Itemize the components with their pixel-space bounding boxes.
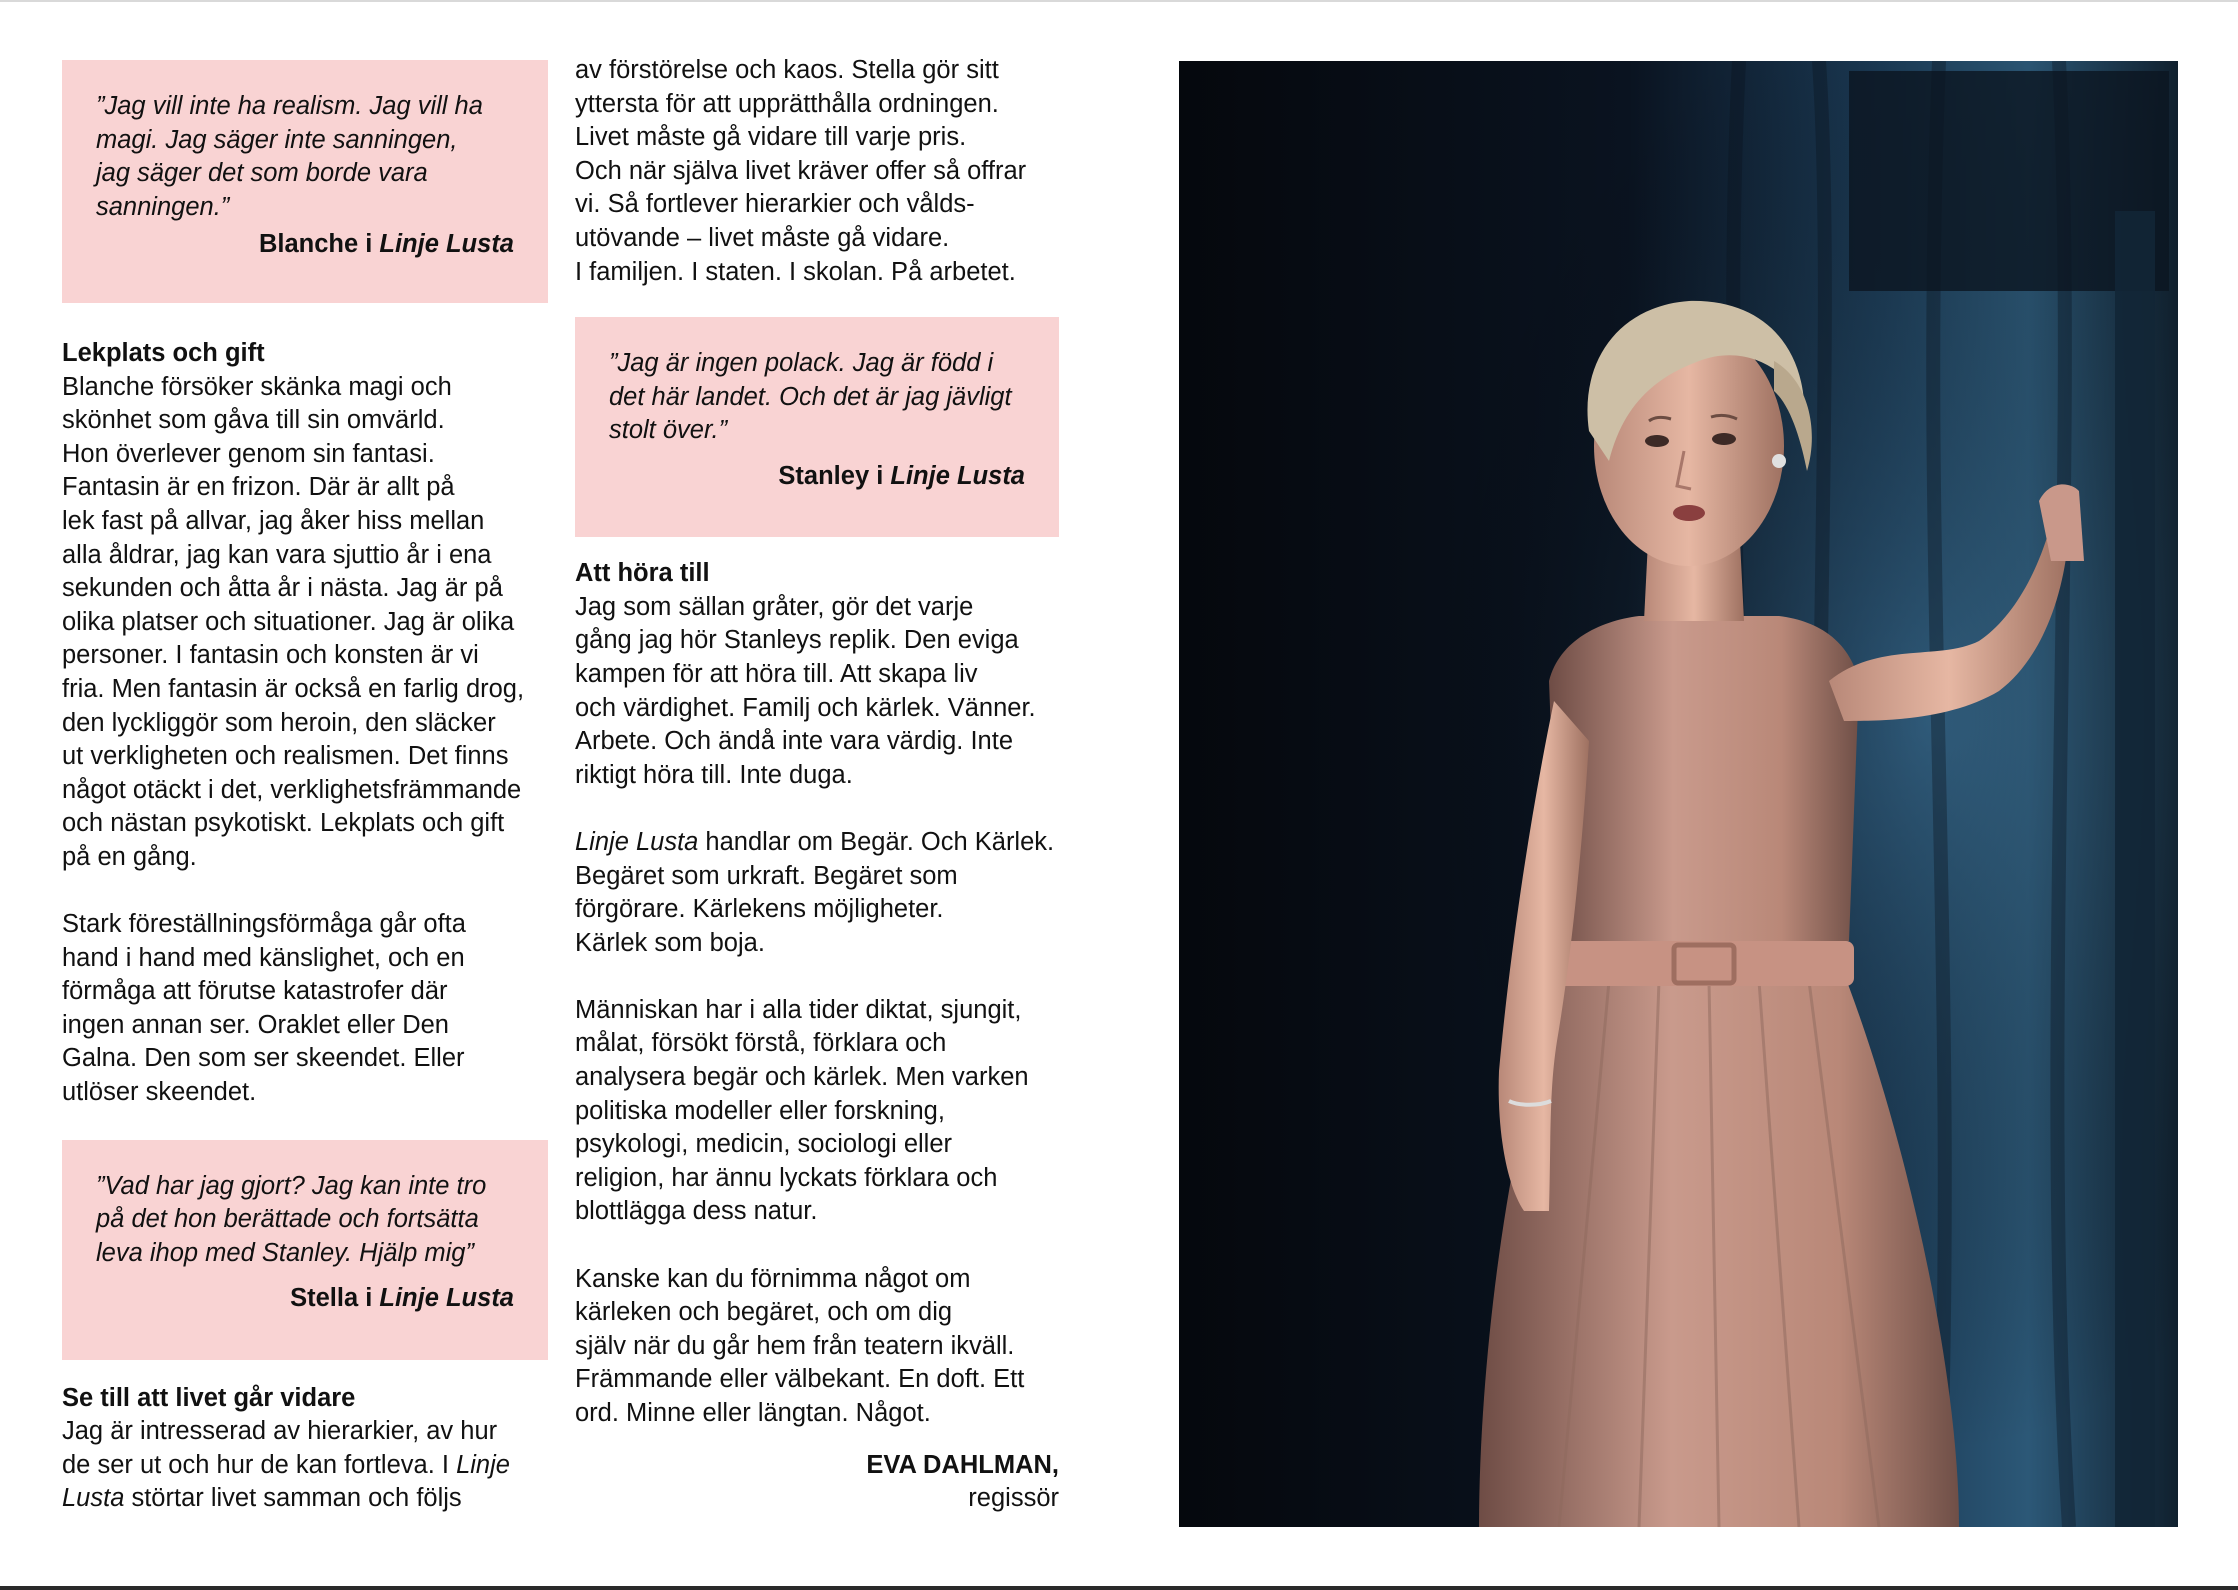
text-line: och värdighet. Familj och kärlek. Vänner.	[575, 693, 1036, 722]
quote-text	[96, 1170, 514, 1271]
text-line: Galna. Den som ser skeendet. Eller	[62, 1044, 465, 1073]
text-line: olika platser och situationer. Jag är olika	[62, 607, 515, 636]
text-line: förgörare. Kärlekens möjligheter.	[575, 895, 944, 924]
play-title: Linje Lusta	[379, 230, 514, 259]
quote-attribution	[96, 1282, 514, 1316]
quote-line: jag säger det som borde vara	[96, 159, 428, 188]
text-line: kärleken och begäret, och om dig	[575, 1298, 953, 1327]
text-line: och nästan psykotiskt. Lekplats och gift	[62, 809, 505, 838]
text-line: av förstörelse och kaos. Stella gör sitt	[575, 56, 999, 84]
quote-line: leva ihop med Stanley. Hjälp mig”	[96, 1238, 474, 1267]
paragraph-imagination	[62, 908, 548, 1110]
play-title: Lusta	[62, 1484, 125, 1513]
text-span: de ser ut och hur de kan fortleva. I	[62, 1450, 457, 1479]
text-line	[62, 1449, 548, 1483]
text-line: Kärlek som boja.	[575, 928, 765, 957]
text-line: skönhet som gåva till sin omvärld.	[62, 406, 445, 435]
text-line: Blanche försöker skänka magi och	[62, 372, 452, 401]
quote-speaker: Stella i	[290, 1284, 380, 1313]
text-line: personer. I fantasin och konsten är vi	[62, 641, 479, 670]
quote-line: stolt över.”	[609, 416, 728, 445]
paragraph-fantasy	[62, 371, 548, 875]
text-line: på en gång.	[62, 842, 197, 871]
text-line: Jag är intresserad av hierarkier, av hur	[62, 1417, 498, 1446]
quote-line: ”Vad har jag gjort? Jag kan inte tro	[96, 1171, 487, 1200]
text-line: kampen för att höra till. Att skapa liv	[575, 659, 978, 688]
text-column-middle	[575, 54, 1075, 1516]
text-line: Stark föreställningsförmåga går ofta	[62, 910, 466, 939]
text-line: ut verkligheten och realismen. Det finns	[62, 742, 509, 771]
text-line: Fantasin är en frizon. Där är allt på	[62, 473, 455, 502]
quote-text	[609, 347, 1025, 448]
play-title: Linje Lusta	[575, 827, 699, 856]
author-signature	[575, 1449, 1059, 1516]
text-line: lek fast på allvar, jag åker hiss mellan	[62, 506, 485, 535]
section-heading-lekplats: Lekplats och gift	[62, 339, 265, 367]
text-line: alla åldrar, jag kan vara sjuttio år i ena	[62, 540, 492, 569]
text-line: Jag som sällan gråter, gör det varje	[575, 592, 974, 621]
quote-attribution	[96, 228, 514, 262]
text-line: själv när du går hem från teatern ikväll.	[575, 1331, 1015, 1360]
text-span: handlar om Begär. Och Kärlek.	[698, 827, 1055, 856]
text-line: Arbete. Och ändå inte vara värdig. Inte	[575, 727, 1014, 756]
text-line: gång jag hör Stanleys replik. Den eviga	[575, 626, 1019, 655]
text-line: Kanske kan du förnimma något om	[575, 1264, 971, 1293]
paragraph-humanity	[575, 994, 1075, 1229]
author-role: regissör	[968, 1484, 1059, 1513]
paragraph-belonging	[575, 591, 1075, 793]
quote-box-stanley	[575, 317, 1059, 537]
quote-line: magi. Jag säger inte sanningen,	[96, 125, 458, 154]
text-line	[575, 826, 1075, 860]
text-line: politiska modeller eller forskning,	[575, 1096, 945, 1125]
quote-line: ”Jag är ingen polack. Jag är född i	[609, 349, 994, 378]
play-title: Linje Lusta	[379, 1284, 514, 1313]
actress-in-pink-dress-photo	[1179, 61, 2178, 1527]
text-line: hand i hand med känslighet, och en	[62, 943, 465, 972]
text-line: Livet måste gå vidare till varje pris.	[575, 123, 967, 152]
quote-box-blanche	[62, 60, 548, 303]
stage-photo-illustration	[1179, 61, 2178, 1527]
paragraph-perhaps	[575, 1263, 1075, 1431]
text-line: den lyckliggör som heroin, den släcker	[62, 708, 496, 737]
quote-box-stella	[62, 1140, 548, 1360]
text-line: vi. Så fortlever hierarkier och vålds-	[575, 190, 975, 219]
text-line: analysera begär och kärlek. Men varken	[575, 1063, 1029, 1092]
text-line: Människan har i alla tider diktat, sjungit,	[575, 995, 1022, 1024]
text-line: Och när själva livet kräver offer så offrar	[575, 156, 1027, 185]
quote-line: på det hon berättade och fortsätta	[96, 1205, 479, 1234]
text-line	[62, 1482, 548, 1516]
text-line: riktigt höra till. Inte duga.	[575, 760, 853, 789]
text-line: Begäret som urkraft. Begäret som	[575, 861, 958, 890]
text-line: I familjen. I staten. I skolan. På arbetet.	[575, 257, 1016, 286]
text-line: förmåga att förutse katastrofer där	[62, 977, 448, 1006]
page-top-border	[0, 0, 2238, 2]
quote-speaker: Blanche i	[258, 230, 380, 259]
paragraph-continuation	[575, 54, 1075, 289]
section-heading-hora-till: Att höra till	[575, 559, 710, 588]
text-line: utlöser skeendet.	[62, 1078, 257, 1107]
quote-speaker: Stanley i	[778, 461, 891, 490]
play-title: Linje	[456, 1450, 510, 1479]
quote-line: det här landet. Och det är jag jävligt	[609, 382, 1012, 411]
text-line: Främmande eller välbekant. En doft. Ett	[575, 1365, 1025, 1394]
text-column-left	[62, 60, 548, 1516]
paragraph-desire	[575, 826, 1075, 960]
text-line: yttersta för att upprätthålla ordningen.	[575, 89, 999, 118]
text-line: något otäckt i det, verklighetsfrämmande	[62, 775, 522, 804]
text-line: blottlägga dess natur.	[575, 1197, 818, 1226]
author-name: EVA DAHLMAN,	[866, 1450, 1059, 1479]
text-line: utövande – livet måste gå vidare.	[575, 223, 950, 252]
text-line: sekunden och åtta år i nästa. Jag är på	[62, 574, 503, 603]
quote-line: sanningen.”	[96, 192, 230, 221]
section-heading-livet: Se till att livet går vidare	[62, 1383, 356, 1412]
quote-text	[96, 90, 514, 224]
text-span: störtar livet samman och följs	[124, 1484, 462, 1513]
text-line: fria. Men fantasin är också en farlig drog,	[62, 674, 525, 703]
text-line: målat, försökt förstå, förklara och	[575, 1029, 947, 1058]
text-line: religion, har ännu lyckats förklara och	[575, 1163, 998, 1192]
text-line: ingen annan ser. Oraklet eller Den	[62, 1010, 449, 1039]
play-title: Linje Lusta	[890, 461, 1025, 490]
text-line: ord. Minne eller längtan. Något.	[575, 1399, 931, 1427]
text-line: psykologi, medicin, sociologi eller	[575, 1130, 953, 1159]
quote-line: ”Jag vill inte ha realism. Jag vill ha	[96, 92, 483, 120]
text-line: Hon överlever genom sin fantasi.	[62, 439, 435, 468]
page-bottom-border	[0, 1586, 2238, 1590]
quote-attribution	[609, 460, 1025, 494]
